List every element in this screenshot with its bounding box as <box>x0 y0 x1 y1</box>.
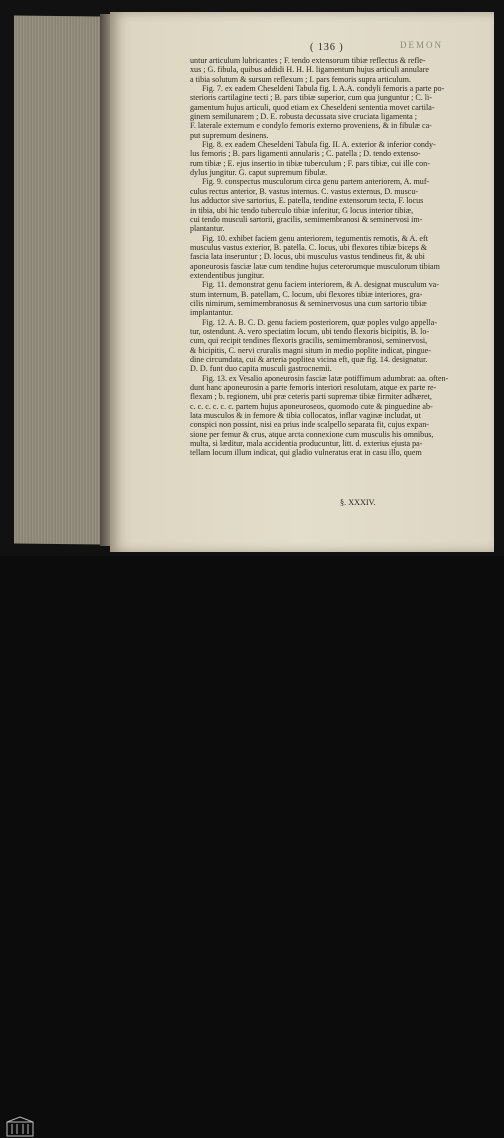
text-line: aponeurosis fasciæ latæ cum tendine hujus ceterorumque musculorum tibiam <box>190 261 440 271</box>
page-number: ( 136 ) <box>310 42 344 53</box>
footer-bar <box>0 556 504 586</box>
text-line: c. c. c. c. c. c. partem hujus aponeuroseos, quomodo cute & pinguedine ab- <box>190 401 433 411</box>
text-line: ginem semilunarem ; D. E. robusta decussata sive cruciata ligamenta ; <box>190 112 418 122</box>
text-line: lata musculos & in femore & tibia collocatos, inflar vaginæ includat, ut <box>190 411 421 421</box>
text-line: Fig. 9. conspectus musculorum circa genu partem anteriorem, A. muf- <box>202 177 430 187</box>
text-line: D. D. funt duo capita musculi gastrocnemii. <box>190 364 332 374</box>
text-line: lus femoris ; B. pars ligamenti annularis ; C. patella ; D. tendo extenso- <box>190 149 421 159</box>
text-line: gamentum hujus articuli, quod etiam ex Cheseldeni sententia movet cartila- <box>190 102 435 112</box>
text-line: Fig. 11. demonstrat genu faciem interiorem, & A. designat musculum va- <box>202 280 440 290</box>
text-line: tellam locum illum indicat, qui gladio vulneratus erat in casu illo, quem <box>190 448 422 458</box>
running-head: DEMON <box>400 40 443 50</box>
text-line: implantantur. <box>190 308 233 318</box>
text-line: musculus vastus exterior, B. patella. C. locus, ubi flexores tibiæ biceps & <box>190 242 428 252</box>
text-line: stum internum, B. patellam, C. locum, ubi flexores tibiæ interiores, gra- <box>190 289 423 299</box>
text-line: put supremum desinens. <box>190 130 269 140</box>
text-line: rum tibiæ ; E. ejus insertio in tibiæ tuberculum ; F. pars tibiæ, cui ille con- <box>190 158 430 168</box>
text-line: culus rectus anterior, B. vastus internus. C. vastus externus, D. muscu- <box>190 186 419 196</box>
text-line: conspici non possint, nisi ea prius inde scalpello separata fit, cujus expan- <box>190 420 429 430</box>
library-logo-icon <box>6 1116 34 1138</box>
text-line: cum, qui recipit tendines flexoris gracilis, semimembranosi, seminervosi, <box>190 336 428 346</box>
book-page-edges <box>14 16 104 545</box>
text-line: plantantur. <box>190 224 225 234</box>
text-line: lus adductor sive sartorius, E. patella, tendine extensorum tecta, F. locus <box>190 196 424 206</box>
text-line: fascia lata inseruntur ; D. locus, ubi musculus vastus tendineus fit, & ubi <box>190 252 425 262</box>
text-line: untur articulum lubricantes ; F. tendo extensorum tibiæ reflectus & refle- <box>190 56 426 65</box>
text-line: Fig. 13. ex Vesalio aponeurosin fasciæ latæ potiffimum adumbrat: aa. often- <box>202 373 449 383</box>
text-line: sterioris cartilagine tecti ; B. pars tibiæ superior, cum qua junguntur ; C. li- <box>190 93 432 103</box>
text-line: extendentibus jungitur. <box>190 270 265 280</box>
text-line: in tibia, ubi hic tendo tuberculo tibiæ inferitur, G locus interior tibiæ, <box>190 205 414 215</box>
text-line: dunt hanc aponeurosin a parte femoris interiori resolutam, atque ex parte re- <box>190 383 437 393</box>
text-line: Fig. 10. exhibet faciem genu anteriorem, tegumentis remotis, & A. eft <box>202 233 428 243</box>
book-page <box>110 12 494 552</box>
text-line: tur, ostendunt. A. vero speciatim locum, ubi tendo flexoris bicipitis, B. lo- <box>190 326 430 336</box>
text-line: Fig. 7. ex eadem Cheseldeni Tabula fig. I. A.A. condyli femoris a parte po- <box>202 84 445 94</box>
text-line: dylus jungitur. G. caput supremum fibulæ. <box>190 168 328 178</box>
text-line: cilis nimirum, semimembranosus & seminervosus una cum sartorio tibiæ <box>190 298 427 308</box>
text-line: sione per femur & crus, atque arcta connexione cum musculis his omnibus, <box>190 429 434 439</box>
text-line: flexam ; b. regionem, ubi præ ceteris parti supremæ tibiæ firmiter adhæret, <box>190 392 432 402</box>
text-line: Fig. 12. A. B. C. D. genu faciem posteriorem, quæ poples vulgo appella- <box>202 317 437 327</box>
scan-background <box>0 0 504 556</box>
text-line: Fig. 8. ex eadem Cheseldeni Tabula fig. II. A. exterior & inferior condy- <box>202 140 436 150</box>
body-text <box>190 56 490 458</box>
text-line: & bicipitis, C. nervi cruralis magni situm in medio poplite indicat, pingue- <box>190 345 431 355</box>
text-line: multa, si læditur, mala accidentia producuntur, litt. d. exterius ejusta pa- <box>190 439 423 449</box>
text-line: dine circumdata, cui & arteria poplitea vicina eft, quæ fig. 14. designatur. <box>190 355 428 364</box>
book-gutter <box>100 14 110 546</box>
catchword: §. XXXIV. <box>340 498 376 507</box>
text-line: F. laterale externum e condylo femoris externo proveniens, & in fibulæ ca- <box>190 121 432 131</box>
text-line: a tibia solutum & sursum reflexum ; I. pars femoris supra articulum. <box>190 74 411 84</box>
text-line: cui tendo musculi sartorii, gracilis, semimembranosi & seminervosi im- <box>190 214 423 224</box>
text-line: xus ; G. fibula, quibus addidi H. H. H. ligamentum hujus articuli annulare <box>190 65 429 75</box>
